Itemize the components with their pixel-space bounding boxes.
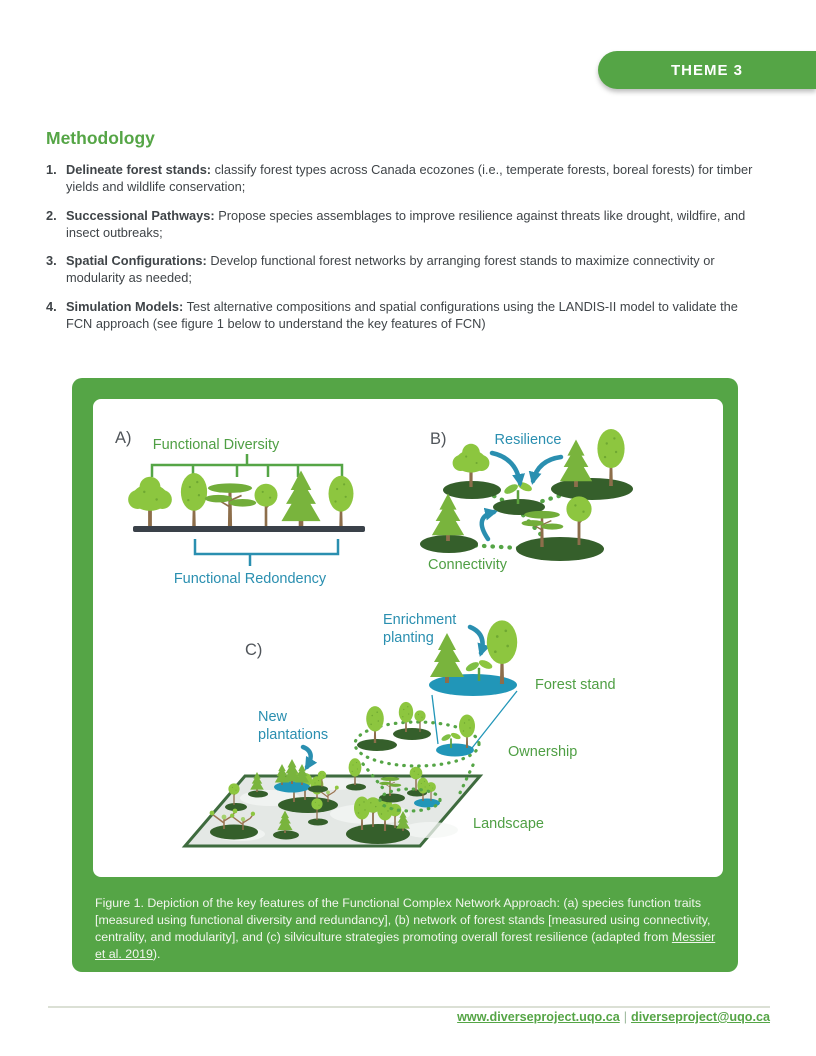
conifer-icon <box>430 633 464 683</box>
theme-banner <box>598 51 816 89</box>
acacia-tree-icon <box>205 483 256 528</box>
ownership-label: Ownership <box>508 744 578 760</box>
conifer-icon <box>432 494 464 542</box>
list-item-number: 4. <box>46 298 57 314</box>
list-item-text: Develop functional forest networks by arranging forest stands to maximize connectivity or modularity as needed; <box>66 253 715 285</box>
oval-tree-icon <box>366 706 384 743</box>
list-item-lead: Delineate forest stands: <box>66 162 212 177</box>
resilience-arrow <box>533 457 561 481</box>
page-title: Methodology <box>46 128 155 148</box>
footer-links <box>457 1010 770 1024</box>
panel-b <box>420 429 633 573</box>
list-item-lead: Spatial Configurations: <box>66 253 207 268</box>
list-item-number: 1. <box>46 162 57 177</box>
panel-a-trees <box>128 471 353 529</box>
list-item <box>46 161 758 195</box>
new-plantations-label: plantations <box>258 727 329 743</box>
oval-tree-icon <box>487 620 517 684</box>
panel-c <box>185 612 616 846</box>
list-item-text: Test alternative compositions and spatial configurations using the LANDIS-II model to validate the FCN approach (see figure 1 below to understand the key features of FCN) <box>66 298 738 331</box>
connectivity-dotted-link <box>536 496 559 503</box>
bushy-tree-icon <box>128 477 172 528</box>
resilience-label: Resilience <box>494 432 562 448</box>
forest-stand-ellipse <box>393 728 431 740</box>
redundancy-bracket <box>195 539 338 566</box>
footer-separator: | <box>623 1010 628 1024</box>
list-item-text: classify forest types across Canada ecozones (i.e., temperate forests, boreal forests) for timber yields and wildlife conservation; <box>66 162 753 194</box>
resilience-arrow <box>482 512 494 539</box>
panel-c-label: C) <box>245 641 263 659</box>
new-plantations-label: New <box>258 709 288 725</box>
enrichment-arrow <box>470 627 483 653</box>
oval-tree-icon <box>399 702 413 732</box>
enriched-stand-ellipse <box>436 744 474 757</box>
oval-tree-icon <box>597 429 624 486</box>
connectivity-label: Connectivity <box>428 557 507 573</box>
list-item-number: 3. <box>46 253 57 268</box>
list-item-lead: Successional Pathways: <box>66 207 215 223</box>
oval-tree-icon <box>459 715 475 749</box>
forest-stand-ellipse <box>357 739 397 751</box>
caption-text-end: ). <box>152 947 161 962</box>
resilience-arrow <box>492 453 520 483</box>
email-link[interactable]: diverseproject@uqo.ca <box>631 1010 770 1024</box>
bushy-tree-icon <box>453 444 490 487</box>
diversity-bracket <box>152 454 342 477</box>
methodology-list <box>46 161 758 343</box>
list-item <box>46 207 758 241</box>
panel-a-label: A) <box>115 429 132 447</box>
panel-a <box>115 429 365 587</box>
enrichment-planting-label: Enrichment <box>383 612 457 628</box>
oval-tree-icon <box>181 473 207 528</box>
forest-stand-label: Forest stand <box>535 677 616 693</box>
theme-banner-label: THEME 3 <box>670 61 743 79</box>
list-item-lead: Simulation Models: <box>66 298 184 314</box>
list-item <box>46 298 758 332</box>
list-item <box>46 252 758 286</box>
functional-diversity-label: Functional Diversity <box>152 437 280 453</box>
landscape-label: Landscape <box>473 816 544 832</box>
list-item-number: 2. <box>46 207 57 223</box>
figure-1-illustration <box>90 398 726 876</box>
oval-tree-icon <box>329 476 354 528</box>
conifer-icon <box>560 440 592 488</box>
enrichment-planting-label: planting <box>383 630 434 646</box>
functional-redondency-label: Functional Redondency <box>173 571 327 587</box>
list-item-text: Propose species assemblages to improve resilience against threats like drought, wildfire, and insect outbreaks; <box>66 207 746 240</box>
footer-divider <box>48 1006 770 1008</box>
conifer-icon <box>281 471 320 529</box>
website-link[interactable]: www.diverseproject.uqo.ca <box>457 1010 620 1024</box>
figure-1-caption <box>95 895 717 963</box>
round-tree-icon <box>255 484 278 528</box>
figure-1-box <box>72 378 738 972</box>
messier-reference-link[interactable]: Messier et al. 2019 <box>95 930 716 962</box>
forest-stand-ellipse <box>516 537 604 561</box>
ground-baseline <box>133 526 365 532</box>
new-plantations-arrow <box>303 747 311 767</box>
caption-text: Figure 1. Depiction of the key features of the Functional Complex Network Approach: (a) species function traits [measured using functional diversity and redundancy], (b) network of forest stands [measured using connectivity, centrality, and modularity], and (c) silviculture strategies promoting overall forest resilience (adapted from <box>95 896 711 945</box>
panel-b-label: B) <box>430 430 447 448</box>
